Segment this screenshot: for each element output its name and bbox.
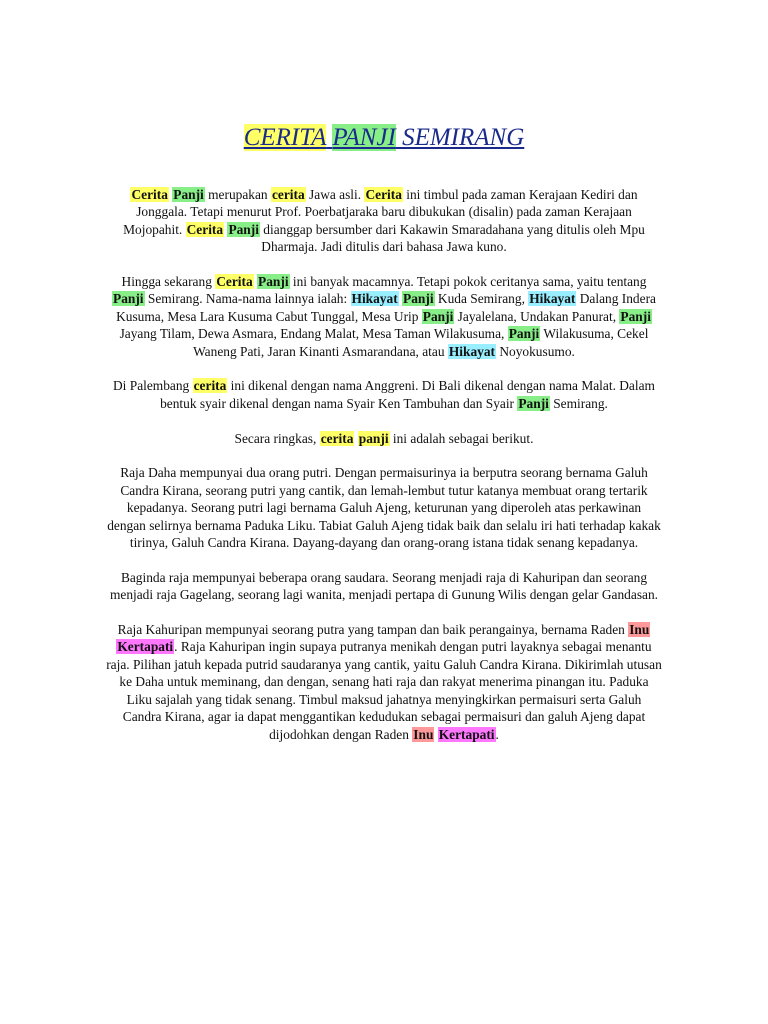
text-run: SEMIRANG <box>395 124 525 151</box>
highlighted-keyword: Cerita <box>186 221 224 237</box>
paragraph <box>106 430 662 447</box>
paragraph <box>106 377 662 412</box>
highlighted-keyword: cerita <box>271 187 305 202</box>
text-run: Semirang. <box>549 395 608 411</box>
text-run: Di Palembang <box>113 378 193 394</box>
highlighted-keyword: Cerita <box>216 274 253 290</box>
text-run: Semirang. Nama-nama lainnya ialah: <box>144 291 351 307</box>
text-run: Jawa asli. <box>305 187 365 202</box>
paragraph <box>106 464 662 551</box>
highlighted-keyword: Panji <box>422 308 454 324</box>
highlighted-keyword: Cerita <box>131 187 168 202</box>
paragraph <box>106 621 662 743</box>
highlighted-keyword: panji <box>358 430 389 446</box>
highlighted-keyword: Hikayat <box>351 291 398 307</box>
text-run: ini adalah sebagai berikut. <box>389 430 534 446</box>
highlighted-keyword: Cerita <box>365 187 402 202</box>
text-run: Wilakusuma, Cekel Waneng Pati, Jaran Kinanti Asmarandana, atau <box>193 326 649 359</box>
document-title <box>0 122 768 154</box>
highlighted-keyword: Panji <box>113 291 144 307</box>
text-run: . <box>495 726 499 742</box>
text-run: . Raja Kahuripan ingin supaya putranya menikah dengan putri layaknya sebagai menantu raja. Pilihan jatuh kepada putrid saudaranya yang cantik, yaitu Galuh Candra Kirana. Dikirimlah utusan ke Daha untuk meminang, dan dengan, senang hati raja dan rakyat menerima pinangan itu. Paduka Liku sajalah yang tidak senang. Timbul maksud jahatnya menyingkirkan permaisuri serta Galuh Candra Kirana, agar ia dapat menggantikan kedudukan sebagai permaisuri dan galuh Ajeng dapat dijodohkan dengan Raden <box>106 639 662 742</box>
text-run: Noyokusumo. <box>496 343 575 359</box>
highlighted-keyword: Kertapati <box>438 726 495 742</box>
text-run: Secara ringkas, <box>234 430 320 446</box>
highlighted-keyword: Panji <box>518 395 549 411</box>
highlighted-keyword: cerita <box>193 378 227 394</box>
text-run: ini dikenal dengan nama Anggreni. Di Bali dikenal dengan nama Malat. Dalam bentuk syair dikenal dengan nama Syair Ken Tambuhan dan Syair <box>160 378 655 411</box>
highlighted-keyword: cerita <box>320 430 354 446</box>
paragraph <box>106 273 662 360</box>
paragraph <box>106 569 662 604</box>
document-body <box>106 186 662 760</box>
highlighted-keyword: Panji <box>508 326 540 342</box>
highlighted-keyword: CERITA <box>243 124 327 151</box>
highlighted-keyword: Panji <box>228 221 259 237</box>
highlighted-keyword: Kertapati <box>117 639 174 655</box>
highlighted-keyword: Inu <box>629 622 650 638</box>
paragraph <box>106 186 662 256</box>
text-run: Jayang Tilam, Dewa Asmara, Endang Malat, Mesa Taman Wilakusuma, <box>119 326 508 342</box>
highlighted-keyword: PANJI <box>332 124 396 151</box>
text-run: ini timbul pada zaman Kerajaan Kediri dan Jonggala. Tetapi menurut Prof. Poerbatjaraka baru dibukukan (disalin) pada zaman Kerajaan Mojopahit. <box>123 187 638 237</box>
text-run: merupakan <box>204 187 271 202</box>
text-run: Kuda Semirang, <box>434 291 529 307</box>
text-run: Raja Kahuripan mempunyai seorang putra yang tampan dan baik perangainya, bernama Raden <box>117 622 629 638</box>
text-run: Baginda raja mempunyai beberapa orang saudara. Seorang menjadi raja di Kahuripan dan seorang menjadi raja Gagelang, seorang lagi wanita, menjadi pertapa di Gunung Wilis dengan gelar Gandasan. <box>109 569 659 603</box>
highlighted-keyword: Inu <box>413 726 434 742</box>
text-run: dianggap bersumber dari Kakawin Smaradahana yang ditulis oleh Mpu Dharmaja. Jadi ditulis dari bahasa Jawa kuno. <box>259 221 645 255</box>
highlighted-keyword: Panji <box>173 187 204 202</box>
text-run: Dalang Indera Kusuma, Mesa Lara Kusuma Cabut Tunggal, Mesa Urip <box>116 291 656 324</box>
text-run: Hingga sekarang <box>121 274 216 290</box>
highlighted-keyword: Panji <box>620 308 651 324</box>
highlighted-keyword: Panji <box>403 291 434 307</box>
text-run: Raja Daha mempunyai dua orang putri. Dengan permaisurinya ia berputra seorang bernama Galuh Candra Kirana, seorang putri yang cantik, dan lemah-lembut tutur katanya membuat orang tertarik kepadanya. Seorang putri lagi bernama Galuh Ajeng, keturunan yang diperoleh atas perkawinan dengan selirnya bernama Paduka Liku. Tabiat Galuh Ajeng tidak baik dan selalu iri hati terhadap kakak tirinya, Galuh Candra Kirana. Dayang-dayang dan orang-orang istana tidak senang kepadanya. <box>107 465 661 551</box>
highlighted-keyword: Hikayat <box>448 343 495 359</box>
text-run: Jayalelana, Undakan Panurat, <box>454 308 620 324</box>
highlighted-keyword: Panji <box>258 274 289 290</box>
text-run: ini banyak macamnya. Tetapi pokok ceritanya sama, yaitu tentang <box>289 274 647 290</box>
highlighted-keyword: Hikayat <box>529 291 576 307</box>
